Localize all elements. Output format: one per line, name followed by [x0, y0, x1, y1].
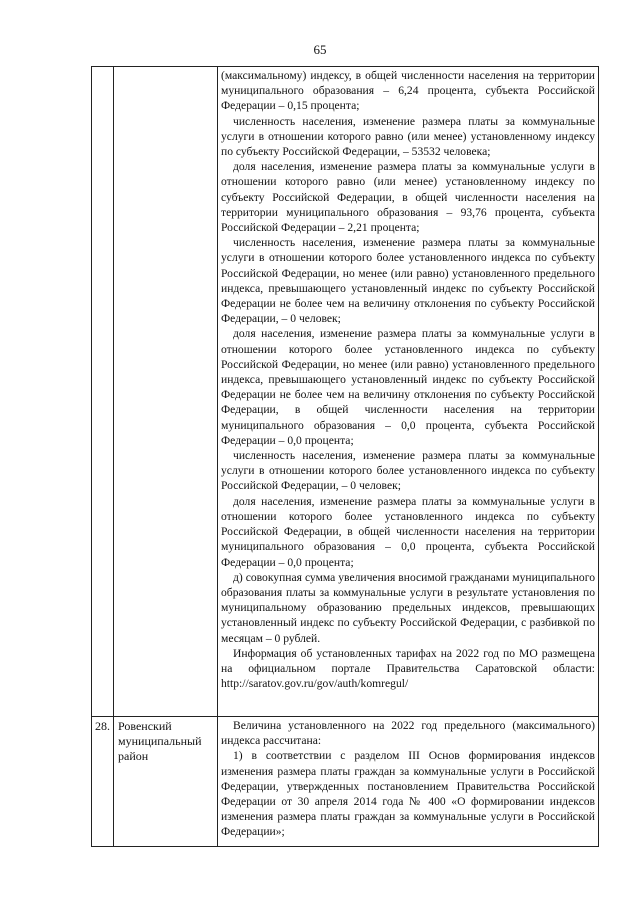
table-row — [92, 67, 599, 717]
paragraph: численность населения, изменение размера платы за коммунальные услуги в отношении которого более установленного индекса по субъекту Российской Федерации, – 0 человек; — [221, 449, 595, 493]
row-number — [92, 67, 114, 717]
municipal-index-table — [91, 66, 599, 847]
row-number: 28. — [92, 717, 114, 847]
paragraph: д) совокупная сумма увеличения вносимой гражданами муниципального образования платы за коммунальные услуги в результате установления по муниципальному образованию предельных индексов, превышающих установленный индекс по субъекту Российской Федерации, с разбивкой по месяцам – 0 рублей. — [221, 570, 595, 645]
paragraph: численность населения, изменение размера платы за коммунальные услуги в отношении которого более установленного индекса по субъекту Российской Федерации, но менее (или равно) установленного предельного индекса, превышающего установленный индекс по субъекту Российской Федерации не более чем на величину отклонения по субъекту Российской Федерации, – 0 человек; — [221, 236, 595, 326]
row-description — [218, 67, 599, 717]
page-number: 65 — [313, 42, 327, 57]
paragraph: доля населения, изменение размера платы за коммунальные услуги в отношении которого равно (или менее) установленному индексу по субъекту Российской Федерации, в общей численности населения на территории муниципального образования – 93,76 процента, субъекта Российской Федерации – 2,21 процента; — [221, 160, 595, 235]
paragraph: Информация об установленных тарифах на 2022 год по МО размещена на официальном портале Правительства Саратовской области: http://saratov.gov.ru/gov/auth/komregul/ — [221, 646, 595, 691]
paragraph: доля населения, изменение размера платы за коммунальные услуги в отношении которого более установленного индекса по субъекту Российской Федерации, в общей численности населения на территории муниципального образования – 0,0 процента, субъекта Российской Федерации – 0,0 процента; — [221, 494, 595, 569]
paragraph: 1) в соответствии с разделом III Основ формирования индексов изменения размера платы граждан за коммунальные услуги в Российской Федерации, утвержденных постановлением Правительства Российской Федерации от 30 апреля 2014 года № 400 «О формировании индексов изменения размера платы граждан за коммунальные услуги в Российской Федерации»; — [221, 749, 595, 839]
table-row — [92, 717, 599, 847]
paragraph: Величина установленного на 2022 год предельного (максимального) индекса рассчитана: — [221, 719, 595, 748]
paragraph: доля населения, изменение размера платы за коммунальные услуги в отношении которого более установленного индекса по субъекту Российской Федерации, но менее (или равно) установленного предельного индекса, превышающего установленный индекс по субъекту Российской Федерации не более чем на величину отклонения по субъекту Российской Федерации, в общей численности населения на территории муниципального образования – 0,0 процента, субъекта Российской Федерации – 0,0 процента; — [221, 327, 595, 447]
municipality-name — [114, 67, 218, 717]
municipality-name: Ровенский муниципальный район — [114, 717, 218, 847]
paragraph: численность населения, изменение размера платы за коммунальные услуги в отношении которого равно (или менее) установленному индексу по субъекту Российской Федерации, – 53532 человека; — [221, 114, 595, 159]
paragraph: (максимальному) индексу, в общей численности населения на территории муниципального образования – 6,24 процента, субъекта Российской Федерации – 0,15 процента; — [221, 69, 595, 113]
row-description — [218, 717, 599, 847]
